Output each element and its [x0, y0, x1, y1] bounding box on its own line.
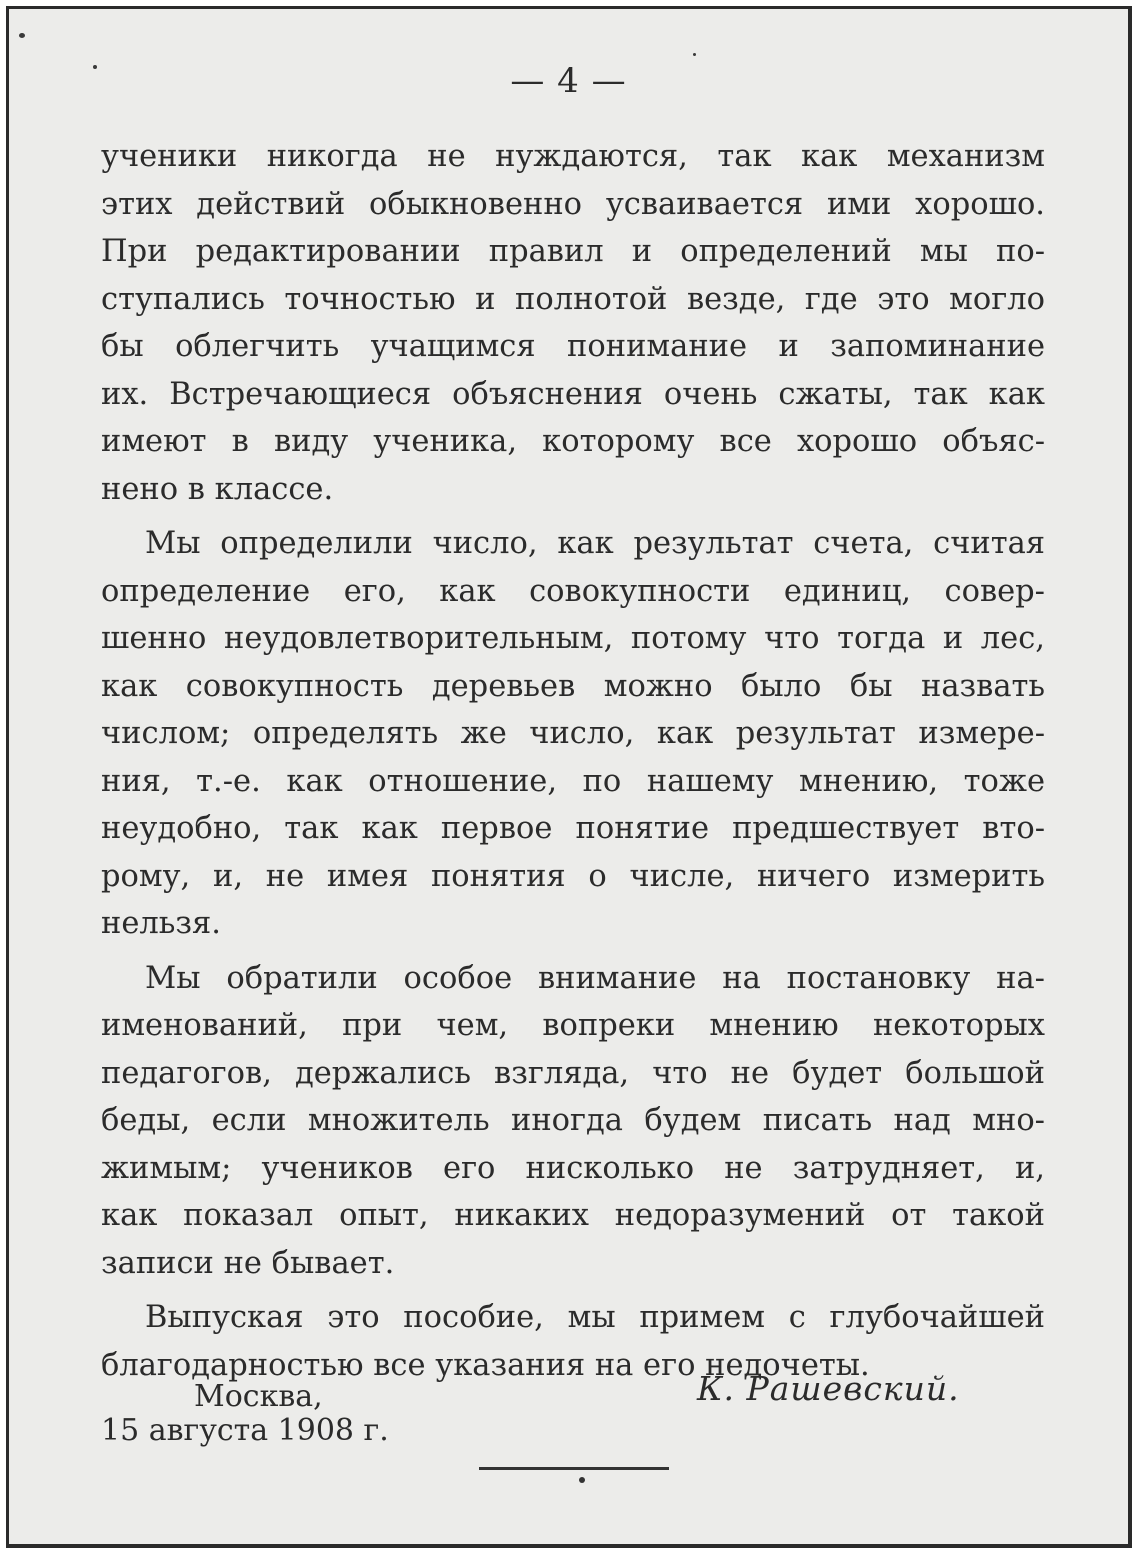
end-dot — [579, 1477, 585, 1483]
scan-speck — [93, 65, 97, 69]
paragraph-2 — [101, 520, 1045, 948]
page-number: — 4 — — [510, 61, 627, 101]
text-line: При редактировании правил и определений мы по- — [101, 234, 1045, 269]
signature-date: 15 августа 1908 г. — [101, 1413, 389, 1448]
body-text — [101, 133, 1045, 1389]
text-line: шенно неудовлетворительным, потому что тогда и лес, — [101, 621, 1045, 656]
book-page — [6, 6, 1132, 1548]
text-line: имеют в виду ученика, которому все хорошо объяс- — [101, 424, 1045, 459]
text-line: именований, при чем, вопреки мнению некоторых — [101, 1008, 1045, 1043]
scan-speck — [19, 33, 25, 38]
text-line: бы облегчить учащимся понимание и запоминание — [101, 329, 1045, 364]
text-line: благодарностью все указания на его недочеты. — [101, 1347, 870, 1383]
text-line: записи не бывает. — [101, 1245, 395, 1281]
end-rule — [479, 1467, 669, 1470]
text-line: этих действий обыкновенно усваивается ими хорошо. — [101, 186, 1045, 222]
text-line: Выпуская это пособие, мы примем с глубочайшей — [145, 1300, 1045, 1335]
text-line: как показал опыт, никаких недоразумений от такой — [101, 1198, 1045, 1233]
paragraph-3 — [101, 955, 1045, 1288]
text-line: определение его, как совокупности единиц, совер- — [101, 573, 1045, 609]
text-line: беды, если множитель иногда будем писать над мно- — [101, 1103, 1045, 1138]
text-line: как совокупность деревьев можно было бы назвать — [101, 668, 1045, 704]
text-line: ученики никогда не нуждаются, так как механизм — [101, 139, 1045, 174]
text-line: рому, и, не имея понятия о числе, ничего измерить — [101, 858, 1045, 894]
text-line: числом; определять же число, как результат измере- — [101, 716, 1045, 751]
text-line: их. Встречающиеся объяснения очень сжаты, так как — [101, 376, 1045, 412]
paragraph-1 — [101, 133, 1045, 513]
signature-author: К. Рашевский. — [697, 1369, 960, 1408]
text-line: жимым; учеников его нисколько не затрудняет, и, — [101, 1150, 1045, 1186]
text-line: ступались точностью и полнотой везде, где это могло — [101, 281, 1045, 317]
scan-speck — [693, 53, 696, 56]
text-line: нено в классе. — [101, 471, 334, 507]
text-line: неудобно, так как первое понятие предшествует вто- — [101, 811, 1045, 846]
text-line: ния, т.-е. как отношение, по нашему мнению, тоже — [101, 763, 1045, 799]
text-line: Мы определили число, как результат счета, считая — [145, 526, 1045, 561]
signature-place: Москва, — [194, 1379, 323, 1414]
text-line: педагогов, держались взгляда, что не будет большой — [101, 1055, 1045, 1091]
text-line: нельзя. — [101, 906, 221, 941]
text-line: Мы обратили особое внимание на постановку на- — [145, 960, 1045, 996]
